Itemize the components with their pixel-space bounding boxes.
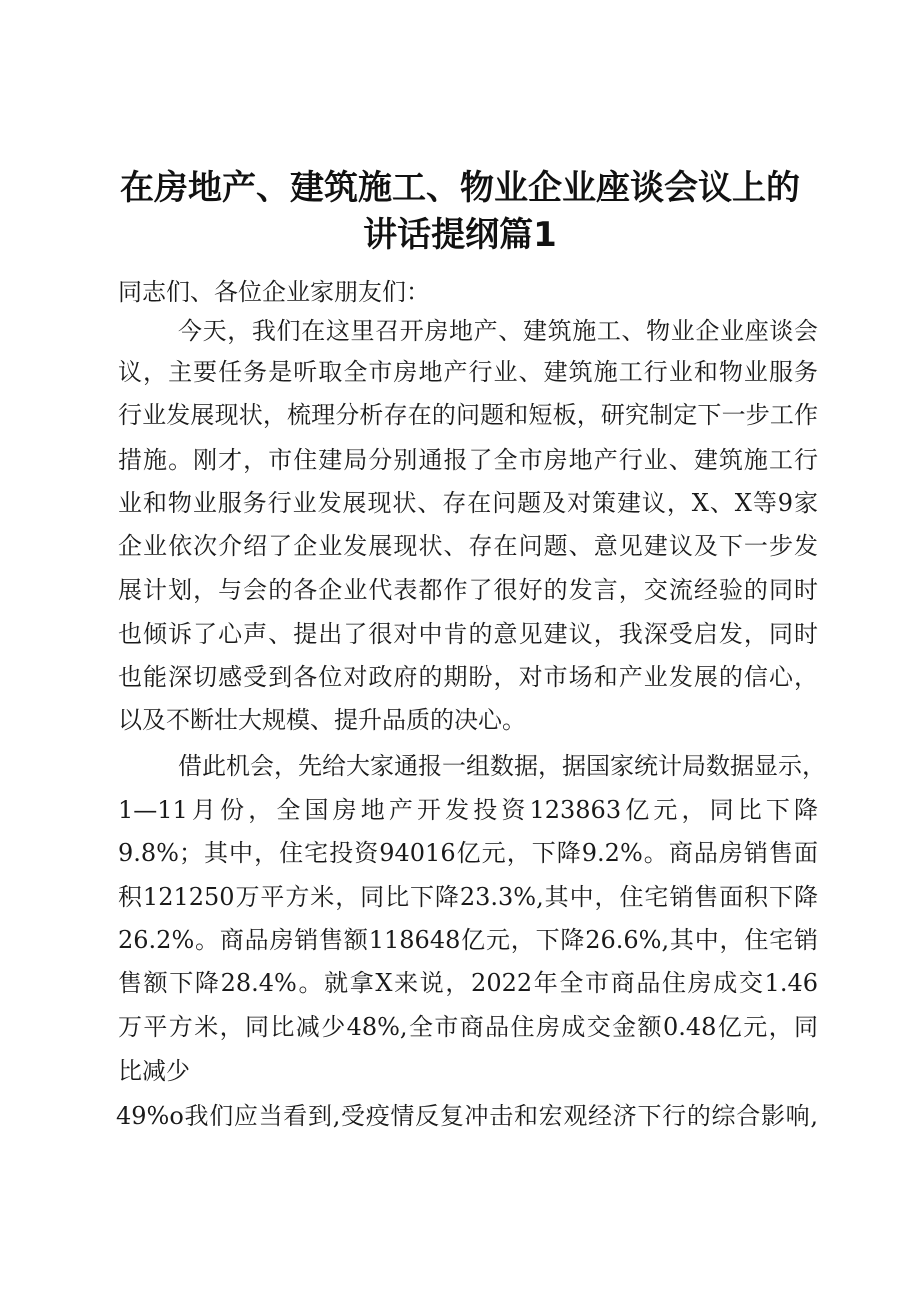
paragraph-3-line-1: 49%o我们应当看到,受疫情反复冲击和宏观经济下行的综合影响, [116, 1102, 818, 1130]
document-title-line-2: 讲话提纲篇1 [363, 215, 557, 255]
paragraph-1-line-1: 今天，我们在这里召开房地产、建筑施工、物业企业座谈会 [178, 317, 818, 345]
paragraph-1-line-3: 行业发展现状，梳理分析存在的问题和短板，研究制定下一步工作 [118, 401, 818, 429]
paragraph-1-line-4: 措施。刚才，市住建局分别通报了全市房地产行业、建筑施工行 [118, 446, 818, 474]
paragraph-2-line-2: 1—11月份，全国房地产开发投资123863亿元，同比下降 [118, 796, 818, 824]
salutation: 同志们、各位企业家朋友们： [118, 278, 430, 306]
paragraph-2-line-6: 售额下降28.4%。就拿X来说，2022年全市商品住房成交1.46 [118, 969, 818, 997]
paragraph-1-line-8: 也倾诉了心声、提出了很对中肯的意见建议，我深受启发，同时 [118, 620, 818, 648]
paragraph-2-line-5: 26.2%。商品房销售额118648亿元，下降26.6%,其中，住宅销 [118, 926, 818, 954]
paragraph-1-line-9: 也能深切感受到各位对政府的期盼，对市场和产业发展的信心， [118, 663, 818, 691]
paragraph-1-line-7: 展计划，与会的各企业代表都作了很好的发言，交流经验的同时 [118, 576, 818, 604]
paragraph-1-line-2: 议，主要任务是听取全市房地产行业、建筑施工行业和物业服务 [118, 358, 818, 386]
paragraph-1-line-5: 业和物业服务行业发展现状、存在问题及对策建议，X、X等9家 [118, 489, 818, 517]
paragraph-2-line-4: 积121250万平方米，同比下降23.3%,其中，住宅销售面积下降 [118, 883, 818, 911]
paragraph-2-line-7: 万平方米，同比减少48%,全市商品住房成交金额0.48亿元，同 [118, 1013, 818, 1041]
document-title-line-1: 在房地产、建筑施工、物业企业座谈会议上的 [120, 168, 800, 208]
paragraph-2-line-1: 借此机会，先给大家通报一组数据，据国家统计局数据显示， [178, 752, 826, 780]
paragraph-2-line-3: 9.8%；其中，住宅投资94016亿元，下降9.2%。商品房销售面 [118, 839, 818, 867]
paragraph-1-line-10: 以及不断壮大规模、提升品质的决心。 [118, 706, 526, 734]
paragraph-2-line-8: 比减少 [118, 1057, 190, 1085]
paragraph-1-line-6: 企业依次介绍了企业发展现状、存在问题、意见建议及下一步发 [118, 532, 818, 560]
